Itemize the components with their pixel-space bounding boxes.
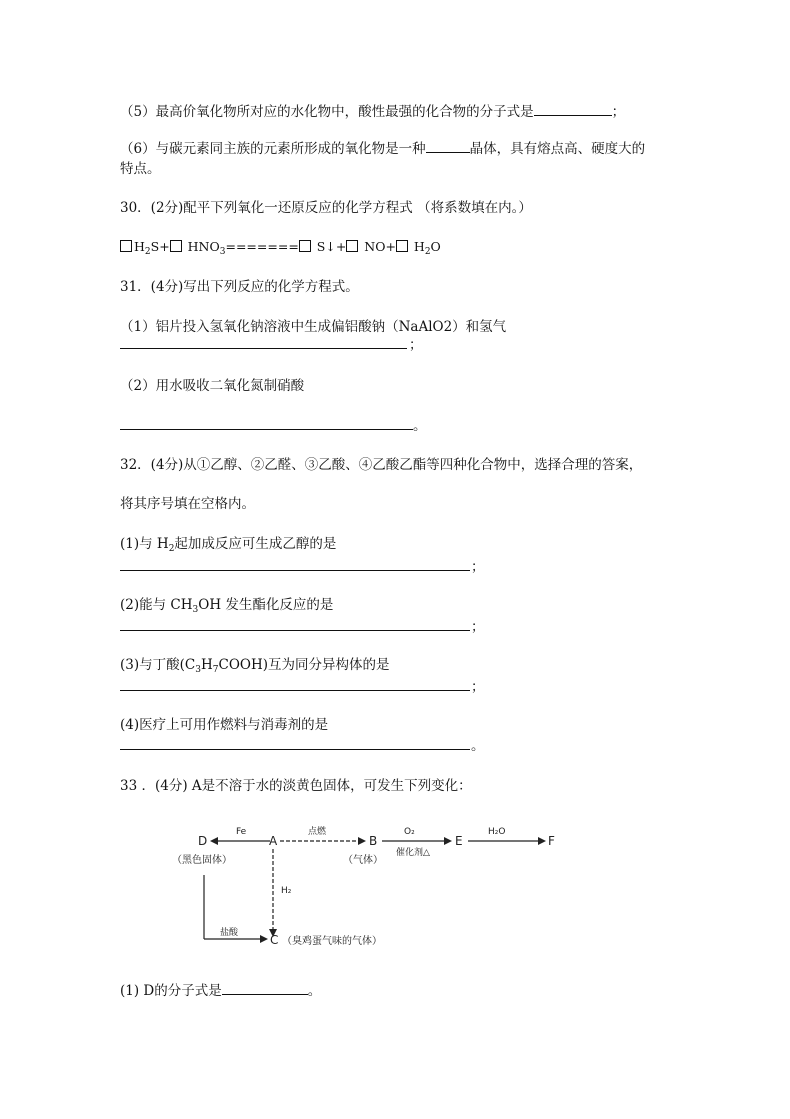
node-a: A bbox=[269, 834, 278, 848]
arrowhead-d bbox=[210, 837, 218, 845]
node-c: C bbox=[270, 933, 279, 947]
label-catalyst: 催化剂△ bbox=[396, 848, 430, 858]
q32-part3-end: ； bbox=[471, 679, 485, 695]
coefficient-box-h2s[interactable] bbox=[120, 240, 132, 252]
q6-answer-blank[interactable] bbox=[426, 138, 470, 153]
q32-part4-end: 。 bbox=[471, 738, 485, 754]
label-fe: Fe bbox=[236, 827, 247, 837]
node-d: D bbox=[198, 834, 208, 848]
q32-part3-answer-line[interactable] bbox=[120, 690, 470, 691]
q31-part2: （2）用水吸收二氧化氮制硝酸 bbox=[120, 378, 305, 394]
label-dianran: 点燃 bbox=[308, 827, 327, 837]
q6-text-c: 特点。 bbox=[120, 161, 161, 177]
q31-part1-end: ； bbox=[409, 337, 423, 353]
coefficient-box-h2o[interactable] bbox=[396, 240, 408, 252]
q33-answer-blank[interactable] bbox=[222, 980, 308, 995]
reaction-flow-diagram bbox=[150, 815, 580, 960]
q30-title: 30．(2分)配平下列氧化一还原反应的化学方程式 （将系数填在内。） bbox=[120, 200, 532, 216]
label-yansuan: 盐酸 bbox=[220, 928, 239, 938]
label-b-note: （气体） bbox=[343, 855, 383, 866]
coefficient-box-s[interactable] bbox=[299, 240, 311, 252]
q6-text-b: 晶体，具有熔点高、硬度大的 bbox=[469, 141, 646, 157]
q31-part2-end: 。 bbox=[413, 418, 427, 434]
q32-part3: (3)与丁酸$(C_3H_7COOH)$互为同分异构体的是 bbox=[120, 657, 390, 675]
label-d-note: （黑色固体） bbox=[172, 855, 232, 866]
label-o2: O₂ bbox=[404, 827, 415, 837]
q32-part1-end: ； bbox=[471, 559, 485, 575]
label-h2o: H₂O bbox=[488, 827, 506, 837]
q6-line-2 bbox=[120, 160, 161, 178]
q32-part2-answer-line[interactable] bbox=[120, 630, 470, 631]
node-b: B bbox=[369, 834, 378, 848]
q33-title: 33 ．(4分) A是不溶于水的淡黄色固体，可发生下列变化： bbox=[120, 778, 472, 794]
label-h2: H₂ bbox=[281, 886, 292, 896]
q31-part1: （1）铝片投入氢氧化钠溶液中生成偏铝酸钠（NaAlO2）和氢气 bbox=[120, 319, 507, 335]
q32-part4-answer-line[interactable] bbox=[120, 749, 470, 750]
label-c-note: （臭鸡蛋气味的气体） bbox=[282, 936, 382, 947]
q6-text-a: （6）与碳元素同主族的元素所形成的氧化物是一种 bbox=[120, 141, 426, 157]
q31-part1-answer-line[interactable] bbox=[120, 348, 407, 349]
arrowhead-f bbox=[538, 837, 546, 845]
coefficient-box-hno3[interactable] bbox=[170, 240, 182, 252]
q32-part2-end: ； bbox=[471, 619, 485, 635]
arrowhead-c-right bbox=[260, 935, 268, 943]
q32-part4: (4)医疗上可用作燃料与消毒剂的是 bbox=[120, 717, 329, 733]
coefficient-box-no[interactable] bbox=[346, 240, 358, 252]
q33-part1: (1) D的分子式是 。 bbox=[120, 980, 321, 1000]
q30-equation: $H_2S+ HNO_3=======$ S↓+ $NO+ H_2O$ bbox=[120, 238, 441, 261]
q5-line: （5）最高价氧化物所对应的水化物中，酸性最强的化合物的分子式是 ； bbox=[120, 101, 625, 121]
arrowhead-b bbox=[358, 837, 366, 845]
q31-title: 31．(4分)写出下列反应的化学方程式。 bbox=[120, 279, 359, 295]
q32-part1-answer-line[interactable] bbox=[120, 570, 470, 571]
q6-line bbox=[120, 138, 645, 158]
q5-text: （5）最高价氧化物所对应的水化物中，酸性最强的化合物的分子式是 bbox=[120, 104, 534, 120]
q32-part2: (2)能与 $CH_3OH$ 发生酯化反应的是 bbox=[120, 597, 334, 615]
q32-part1: (1)与 $H_2$起加成反应可生成乙醇的是 bbox=[120, 536, 337, 554]
q5-answer-blank[interactable] bbox=[534, 101, 612, 116]
q32-title: 32．(4分)从①乙醇、②乙醛、③乙酸、④乙酸乙酯等四种化合物中，选择合理的答案， bbox=[120, 457, 643, 473]
q32-title-2: 将其序号填在空格内。 bbox=[120, 496, 255, 512]
node-f: F bbox=[548, 834, 555, 848]
node-e: E bbox=[455, 834, 463, 848]
q31-part2-answer-line[interactable] bbox=[120, 429, 413, 430]
arrowhead-e bbox=[444, 837, 452, 845]
